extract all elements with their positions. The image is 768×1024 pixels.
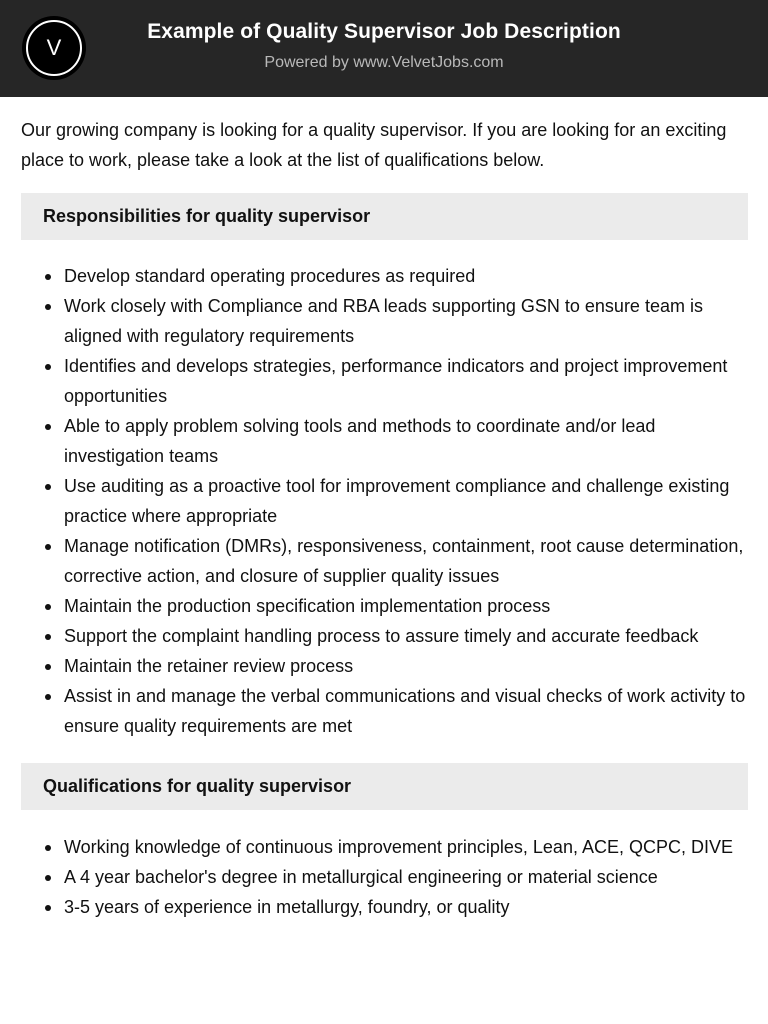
bullet-icon: [45, 845, 51, 851]
list-item-text: 3-5 years of experience in metallurgy, foundry, or quality: [64, 897, 510, 917]
list-item: [21, 651, 748, 681]
list-item-text: Able to apply problem solving tools and methods to coordinate and/or lead investigation teams: [64, 416, 656, 466]
list-item: [21, 351, 748, 411]
list-item-text: Maintain the production specification implementation process: [64, 596, 551, 616]
bullet-icon: [45, 364, 51, 370]
list-item-text: A 4 year bachelor's degree in metallurgical engineering or material science: [64, 867, 658, 887]
list-item: [21, 681, 748, 741]
bullet-icon: [45, 905, 51, 911]
list-item: [21, 621, 748, 651]
main-content: [0, 115, 768, 922]
list-item-text: Use auditing as a proactive tool for improvement compliance and challenge existing practice where appropriate: [64, 476, 730, 526]
bullet-icon: [45, 304, 51, 310]
bullet-icon: [45, 544, 51, 550]
list-item-text: Manage notification (DMRs), responsiveness, containment, root cause determination, corrective action, and closure of supplier quality issues: [64, 536, 744, 586]
page-subtitle: Powered by www.VelvetJobs.com: [264, 54, 504, 71]
list-item: [21, 471, 748, 531]
bullet-icon: [45, 694, 51, 700]
list-item: [21, 531, 748, 591]
bullet-icon: [45, 274, 51, 280]
list-item-text: Identifies and develops strategies, performance indicators and project improvement opportunities: [64, 356, 728, 406]
list-item: [21, 862, 748, 892]
qualifications-list: [21, 832, 748, 922]
list-item: [21, 832, 748, 862]
bullet-icon: [45, 664, 51, 670]
list-item-text: Maintain the retainer review process: [64, 656, 354, 676]
responsibilities-heading: Responsibilities for quality supervisor: [21, 193, 748, 240]
list-item: [21, 291, 748, 351]
bullet-icon: [45, 634, 51, 640]
list-item: [21, 892, 748, 922]
page-title: Example of Quality Supervisor Job Description: [147, 20, 621, 43]
list-item-text: Work closely with Compliance and RBA leads supporting GSN to ensure team is aligned with regulatory requirements: [64, 296, 703, 346]
qualifications-heading: Qualifications for quality supervisor: [21, 763, 748, 810]
bullet-icon: [45, 604, 51, 610]
page-header: [0, 0, 768, 97]
logo-letter: V: [26, 20, 82, 76]
list-item-text: Support the complaint handling process to assure timely and accurate feedback: [64, 626, 699, 646]
responsibilities-list: [21, 261, 748, 741]
bullet-icon: [45, 484, 51, 490]
list-item: [21, 411, 748, 471]
list-item: [21, 261, 748, 291]
bullet-icon: [45, 875, 51, 881]
list-item: [21, 591, 748, 621]
list-item-text: Assist in and manage the verbal communications and visual checks of work activity to ensure quality requirements are met: [64, 686, 746, 736]
intro-paragraph: Our growing company is looking for a quality supervisor. If you are looking for an exciting place to work, please take a look at the list of qualifications below.: [21, 120, 727, 170]
bullet-icon: [45, 424, 51, 430]
list-item-text: Develop standard operating procedures as required: [64, 266, 476, 286]
list-item-text: Working knowledge of continuous improvement principles, Lean, ACE, QCPC, DIVE: [64, 837, 733, 857]
